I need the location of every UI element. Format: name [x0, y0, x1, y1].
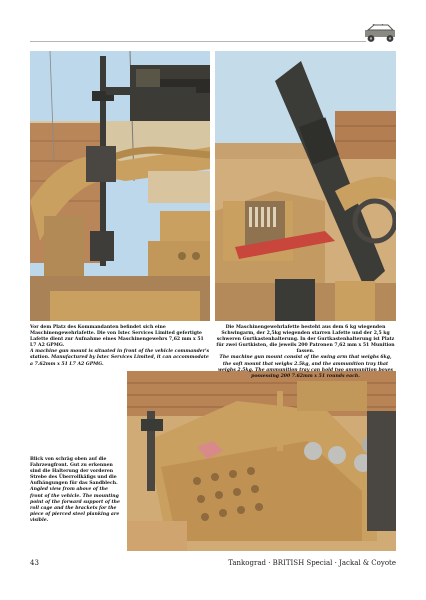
caption-german: Die Maschinengewehrlafette besteht aus dem 6 kg wiegenden Schwingarm, der 2,5kg wiegenden starren Lafette und der 2,5 kg schweren Gurtkastenhalterung. In der Gurtkastenhalterung ist Platz für zwei Gurtkisten, die jeweils 200 Patronen 7,62 mm x 51 Munition fassen. [216, 325, 395, 355]
photo-gun-ammunition-tray [215, 51, 396, 321]
header-rule [30, 41, 366, 42]
photo-vehicle-front-from-above [127, 371, 396, 551]
caption-german: Vor dem Platz des Kommandanten befindet sich eine Maschinengewehrlafette. Die von Istec Services Limited gefertigte Lafette dient zur Aufnahme eines Maschinengewehrs 7,62 mm x 51 L7 A2 GPMG. [30, 325, 204, 349]
caption-english: A machine gun mount is situated in front of the vehicle commander's station. Manufactured by Istec Services Limited, it can accommodate a 7.62mm x 51 L7 A2 GPMG. [30, 349, 210, 367]
vehicle-silhouette-icon [362, 24, 400, 43]
caption-english: The machine gun mount consist of the swing arm that weighs 6kg, the soft mount that weighs 2.5kg, and the ammunition tray that weighs 2.5kg. The ammunition tray can hold two ammunition boxes possessing 200 7.62mm x 51 rounds each. [218, 355, 393, 379]
photo-gun-mount-front [30, 51, 210, 321]
caption-gun-mount-front [30, 325, 210, 368]
caption-vehicle-front [30, 457, 122, 524]
caption-gun-ammunition-tray [215, 325, 396, 380]
caption-english: Angled view from above of the front of the vehicle. The mounting point of the forward support of the roll cage and the brackets for the piece of pierced steel planking are visible. [30, 487, 120, 523]
jackal-logo [362, 24, 400, 43]
caption-german: Blick von schräg oben auf die Fahrzeugfront. Gut zu erkennen sind die Halterung der vorderen Strebe des Überrollkäfigs und die Aufhängungen für das Sandblech. [30, 457, 118, 487]
page-number: 43 [30, 559, 39, 567]
footer-title: Tankograd · BRITISH Special · Jackal & Coyote [228, 559, 396, 567]
